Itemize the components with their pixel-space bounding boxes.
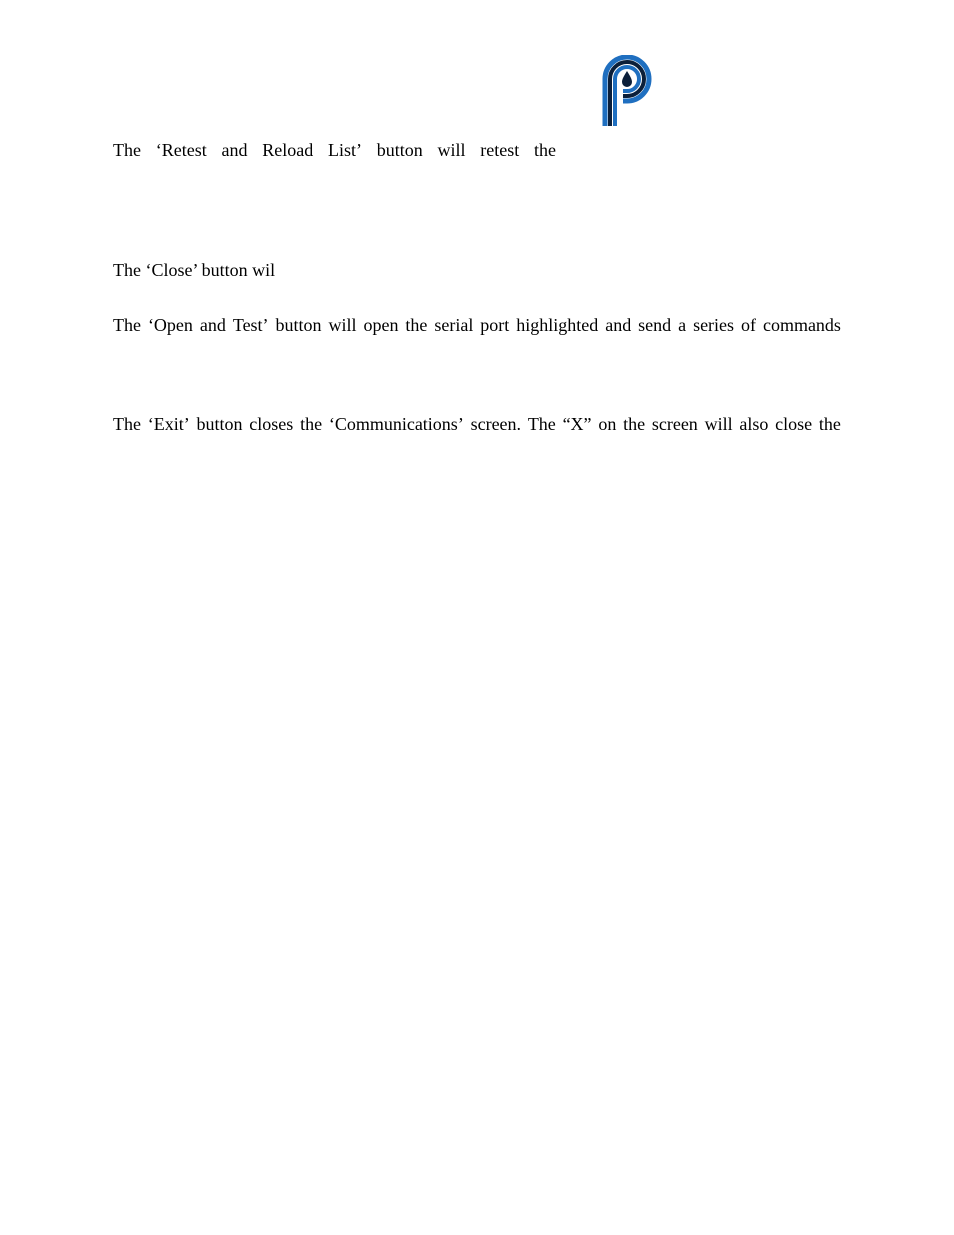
- exit-line: [113, 413, 841, 435]
- word: send: [638, 315, 672, 335]
- word: button: [275, 315, 322, 335]
- word: a: [678, 315, 687, 335]
- word: button: [376, 140, 423, 160]
- word: series: [693, 315, 735, 335]
- word: screen: [651, 414, 698, 434]
- word: will: [328, 315, 357, 335]
- word: open: [363, 315, 399, 335]
- word: and: [221, 140, 248, 160]
- retest-line: [113, 139, 556, 161]
- word: button: [196, 414, 243, 434]
- exit-paragraph: [113, 413, 841, 435]
- word: screen.: [470, 414, 522, 434]
- word: serial: [434, 315, 474, 335]
- word: the: [534, 140, 556, 160]
- word: the: [818, 414, 841, 434]
- word: will: [704, 414, 733, 434]
- retest-paragraph: [113, 139, 841, 161]
- word: and: [199, 315, 226, 335]
- word: Test’: [232, 315, 269, 335]
- word: commands: [762, 315, 841, 335]
- word: ‘Communications’: [328, 414, 464, 434]
- word: will: [437, 140, 466, 160]
- word: the: [300, 414, 323, 434]
- word: port: [480, 315, 510, 335]
- word: Reload: [262, 140, 314, 160]
- word: “X”: [562, 414, 592, 434]
- word: List’: [327, 140, 362, 160]
- word: closes: [249, 414, 294, 434]
- word: ‘Retest: [155, 140, 207, 160]
- word: the: [405, 315, 428, 335]
- word: the: [623, 414, 646, 434]
- word: of: [741, 315, 756, 335]
- word: highlighted: [516, 315, 599, 335]
- word: The: [113, 414, 141, 434]
- close-paragraph: The ‘Close’ button wil: [113, 260, 276, 280]
- word: and: [605, 315, 632, 335]
- word: close: [775, 414, 813, 434]
- company-p-logo-icon: [601, 55, 653, 127]
- word: The: [527, 414, 556, 434]
- word: ‘Open: [147, 315, 193, 335]
- open-test-line: [113, 314, 841, 336]
- word: on: [598, 414, 617, 434]
- word: retest: [480, 140, 520, 160]
- word: also: [739, 414, 769, 434]
- word: The: [113, 315, 141, 335]
- word: The: [113, 140, 141, 160]
- open-test-paragraph: [113, 314, 841, 336]
- word: ‘Exit’: [147, 414, 190, 434]
